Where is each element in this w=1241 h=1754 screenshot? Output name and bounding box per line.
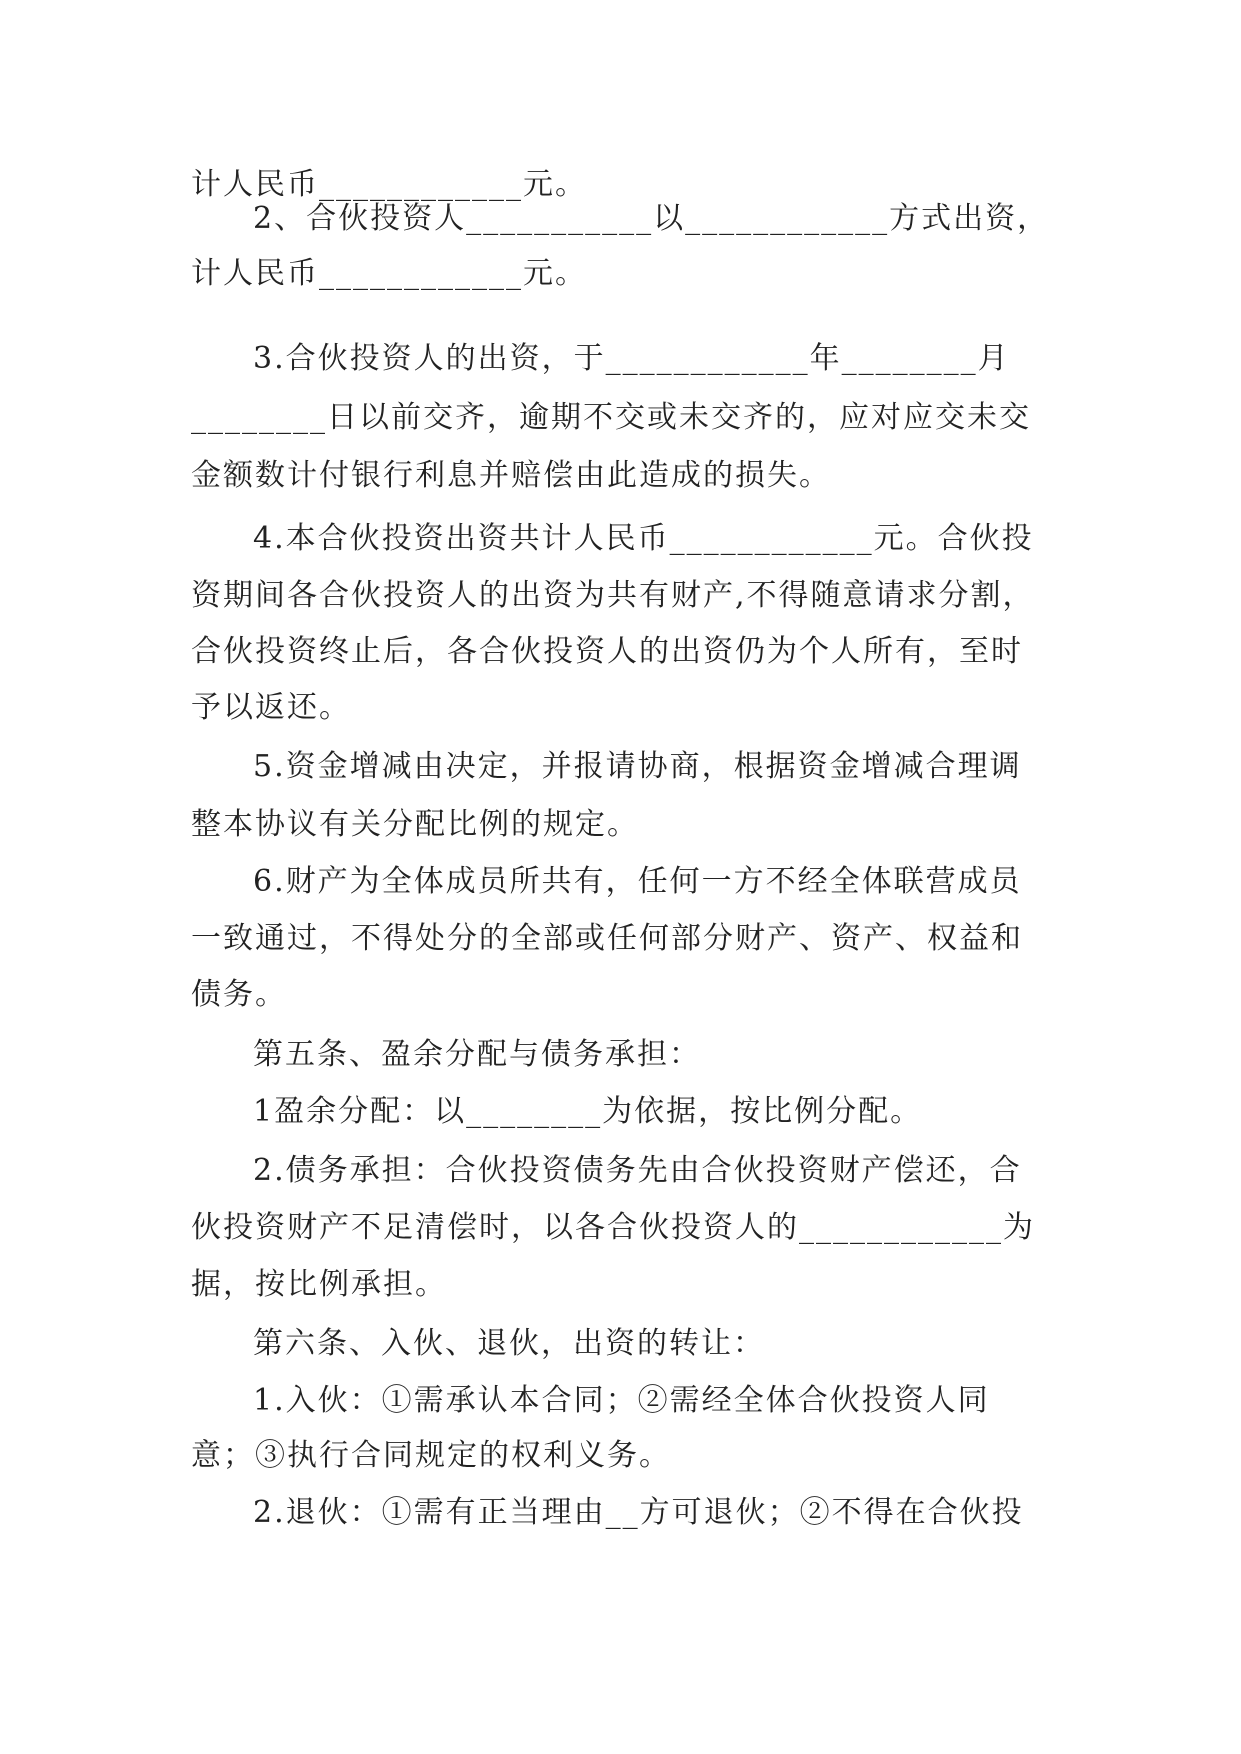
text-line: 2.退伙：①需有正当理由__方可退伙；②不得在合伙投 xyxy=(253,1495,1024,1530)
text-line: 计人民币____________元。 xyxy=(191,167,587,202)
text-line: 5.资金增减由决定，并报请协商，根据资金增减合理调 xyxy=(253,749,1022,784)
text-line: 资期间各合伙投资人的出资为共有财产,不得随意请求分割， xyxy=(191,578,1035,613)
text-line: 合伙投资终止后，各合伙投资人的出资仍为个人所有，至时 xyxy=(191,634,1023,669)
text-line: 计人民币____________元。 xyxy=(191,256,587,291)
text-line: 整本协议有关分配比例的规定。 xyxy=(191,807,639,842)
text-line: 1.入伙：①需承认本合同；②需经全体合伙投资人同 xyxy=(253,1383,990,1418)
text-line: 4.本合伙投资出资共计人民币____________元。合伙投 xyxy=(253,521,1034,556)
text-line: 债务。 xyxy=(191,977,287,1012)
text-line: 金额数计付银行利息并赔偿由此造成的损失。 xyxy=(191,458,831,493)
text-line: 2、合伙投资人___________以____________方式出资， xyxy=(253,201,1050,236)
text-line: 3.合伙投资人的出资，于____________年________月 xyxy=(253,341,1010,376)
text-line: 予以返还。 xyxy=(191,690,351,725)
text-line: 6.财产为全体成员所共有，任何一方不经全体联营成员 xyxy=(253,864,1022,899)
text-line: 一致通过，不得处分的全部或任何部分财产、资产、权益和 xyxy=(191,921,1023,956)
text-line: ________日以前交齐，逾期不交或未交齐的，应对应交未交 xyxy=(191,400,1031,435)
section-heading: 第五条、盈余分配与债务承担： xyxy=(253,1037,701,1072)
text-line: 1盈余分配：以________为依据，按比例分配。 xyxy=(253,1094,923,1129)
text-line: 据，按比例承担。 xyxy=(191,1267,447,1302)
section-heading: 第六条、入伙、退伙，出资的转让： xyxy=(253,1326,765,1361)
text-line: 2.债务承担：合伙投资债务先由合伙投资财产偿还，合 xyxy=(253,1153,1022,1188)
text-line: 意；③执行合同规定的权利义务。 xyxy=(191,1438,671,1473)
text-line: 伙投资财产不足清偿时，以各合伙投资人的____________为 xyxy=(191,1210,1035,1245)
